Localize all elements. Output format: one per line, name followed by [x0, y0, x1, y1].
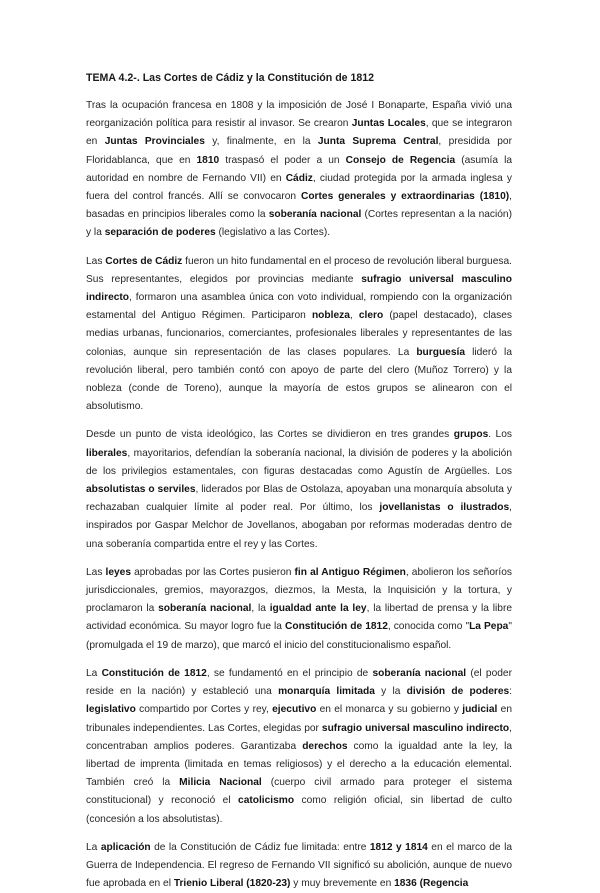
bold-term: grupos: [453, 429, 489, 441]
bold-term: soberanía nacional: [372, 667, 467, 679]
bold-term: separación de poderes: [104, 227, 216, 239]
bold-term: Constitución de 1812: [285, 621, 388, 633]
text-run: , basadas en principios liberales como la: [86, 191, 512, 221]
text-run: en el marco de la Guerra de Independencia. El regreso de Fernando VII significó su abolición, aunque de nuevo fue aprobada en el: [86, 841, 512, 890]
bold-term: Milicia Nacional: [179, 777, 262, 789]
bold-term: Cortes generales y extraordinarias (1810): [300, 191, 510, 203]
text-run: , presidida por Floridablanca, que en: [86, 136, 512, 166]
bold-term: legislativo: [86, 704, 136, 716]
text-run: " (promulgada el 19 de marzo), que marcó el inicio del constitucionalismo español.: [86, 621, 512, 651]
text-run: , conocida como ": [387, 621, 470, 633]
text-run: compartido por Cortes y rey,: [135, 704, 273, 716]
text-run: , concentraban amplios poderes. Garantizaba: [86, 722, 512, 752]
text-run: como la igualdad ante la ley, la libertad de imprenta (limitada en temas religiosos) y el derecho a la educación elemental. También creó la: [86, 740, 512, 789]
bold-term: Consejo de Regencia: [345, 154, 456, 166]
text-run: , se fundamentó en el principio de: [206, 667, 373, 679]
bold-term: catolicismo: [238, 795, 295, 807]
bold-term: 1836 (Regencia: [394, 878, 469, 890]
text-run: Las: [86, 566, 106, 578]
bold-term: jovellanistas o ilustrados: [379, 502, 510, 514]
text-run: Desde un punto de vista ideológico, las Cortes se dividieron en tres grandes: [86, 429, 454, 441]
text-run: , ciudad protegida por la armada inglesa y fuera del control francés. Allí se convocaron: [86, 172, 512, 203]
bold-term: Cádiz: [285, 172, 313, 184]
bold-term: soberanía nacional: [268, 209, 362, 221]
text-run: y la: [374, 686, 407, 698]
bold-term: nobleza: [311, 310, 350, 322]
bold-term: 1810: [196, 154, 220, 166]
text-run: como religión oficial, sin libertad de culto (concesión a los absolutistas).: [86, 795, 513, 825]
bold-term: Trienio Liberal (1820-23): [173, 878, 291, 890]
bold-term: sufragio universal masculino indirecto: [321, 722, 510, 734]
text-run: , mayoritarios, defendían la soberanía nacional, la división de poderes y la abolición de los privilegios estamentales, con figuras destacadas como Agustín de Argüelles. Los: [86, 447, 512, 477]
text-run: (papel destacado), clases medias urbanas, funcionarios, comerciantes, profesionales liberales y representantes de las colonias, aunque sin representación de las clases populares. La: [86, 310, 512, 358]
text-run: . Los: [488, 429, 512, 441]
text-run: y, finalmente, en la: [204, 136, 318, 148]
text-run: lideró la revolución liberal, pero también contó con apoyo de parte del clero (Muñoz Torrero) y la nobleza (conde de Toreno), aunque la mayoría de estos grupos se alinearon con el absolutismo.: [86, 346, 512, 413]
text-run: traspasó el poder a un: [219, 154, 346, 166]
bold-term: Juntas Locales: [351, 118, 426, 130]
text-run: en tribunales independientes. Las Cortes, elegidas por: [86, 704, 512, 734]
bold-term: ejecutivo: [272, 704, 317, 716]
bold-term: igualdad ante la ley: [269, 603, 367, 615]
text-run: (el poder reside en la nación) y estableció una: [86, 667, 512, 698]
bold-term: soberanía nacional: [158, 603, 252, 615]
text-run: La: [86, 841, 101, 853]
text-run: :: [509, 686, 512, 698]
bold-term: clero: [358, 310, 384, 322]
bold-term: Cortes de Cádiz: [105, 255, 183, 267]
bold-term: absolutistas o serviles: [86, 484, 196, 496]
text-run: (Cortes representan a la nación) y la: [86, 209, 512, 239]
bold-term: derechos: [302, 740, 348, 752]
bold-term: aplicación: [100, 841, 151, 853]
paragraph-constitucion-1812: [86, 665, 512, 829]
text-run: , formaron una asamblea única con voto individual, rompiendo con la organización estamental del Antiguo Régimen. Participaron: [86, 292, 512, 322]
bold-term: Juntas Provinciales: [104, 136, 205, 148]
bold-term: 1812 y 1814: [369, 841, 428, 853]
text-run: , que se integraron en: [86, 118, 512, 148]
text-run: ,: [349, 310, 359, 322]
document-body: [86, 97, 512, 893]
text-run: (legislativo a las Cortes).: [215, 227, 331, 239]
bold-term: La Pepa: [469, 621, 509, 633]
bold-term: sufragio universal masculino indirecto: [86, 273, 512, 304]
paragraph-leyes: [86, 564, 512, 655]
bold-term: monarquía limitada: [278, 686, 375, 698]
paragraph-grupos-ideologicos: [86, 426, 512, 553]
text-run: fueron un hito fundamental en el proceso de revolución liberal burguesa. Sus representantes, elegidos por provincias mediante: [86, 255, 512, 285]
text-run: en el monarca y su gobierno y: [316, 704, 463, 716]
text-run: , liderados por Blas de Ostolaza, apoyaban una monarquía absoluta y rechazaban cualquier límite al poder real. Por último, los: [86, 484, 512, 514]
bold-term: liberales: [86, 447, 128, 459]
bold-term: judicial: [462, 704, 498, 716]
bold-term: burguesía: [416, 346, 466, 358]
bold-term: Junta Suprema Central: [317, 136, 439, 148]
text-run: , la libertad de prensa y la libre actividad económica. Su mayor logro fue la: [86, 603, 513, 633]
bold-term: fin al Antiguo Régimen: [294, 566, 406, 578]
paragraph-aplicacion: [86, 839, 512, 893]
text-run: (cuerpo civil armado para proteger el sistema constitucional) y reconoció el: [86, 777, 512, 807]
text-run: , abolieron los señoríos jurisdiccionales, gremios, mayorazgos, diezmos, la Mesta, la Inquisición y la tortura, y proclamaron la: [86, 566, 512, 615]
text-run: , inspirados por Gaspar Melchor de Jovellanos, abogaban por reformas moderadas dentro de una soberanía compartida entre el rey y las Cortes.: [86, 502, 512, 550]
paragraph-cortes-cadiz: [86, 253, 512, 417]
bold-term: Constitución de 1812: [101, 667, 207, 679]
text-run: , la: [251, 603, 270, 615]
text-run: Tras la ocupación francesa en 1808 y la imposición de José I Bonaparte, España vivió una reorganización política para resistir al invasor. Se crearon: [86, 100, 512, 130]
document-title: TEMA 4.2-. Las Cortes de Cádiz y la Constitución de 1812: [86, 72, 375, 84]
bold-term: leyes: [105, 566, 132, 578]
bold-term: división de poderes: [406, 686, 510, 698]
text-run: Las: [86, 255, 106, 267]
paragraph-juntas: [86, 97, 512, 243]
text-run: La: [86, 667, 102, 679]
text-run: aprobadas por las Cortes pusieron: [131, 566, 295, 578]
text-run: y muy brevemente en: [290, 878, 395, 890]
text-run: (asumía la autoridad en nombre de Fernando VII) en: [86, 154, 512, 184]
text-run: de la Constitución de Cádiz fue limitada: entre: [150, 841, 370, 853]
